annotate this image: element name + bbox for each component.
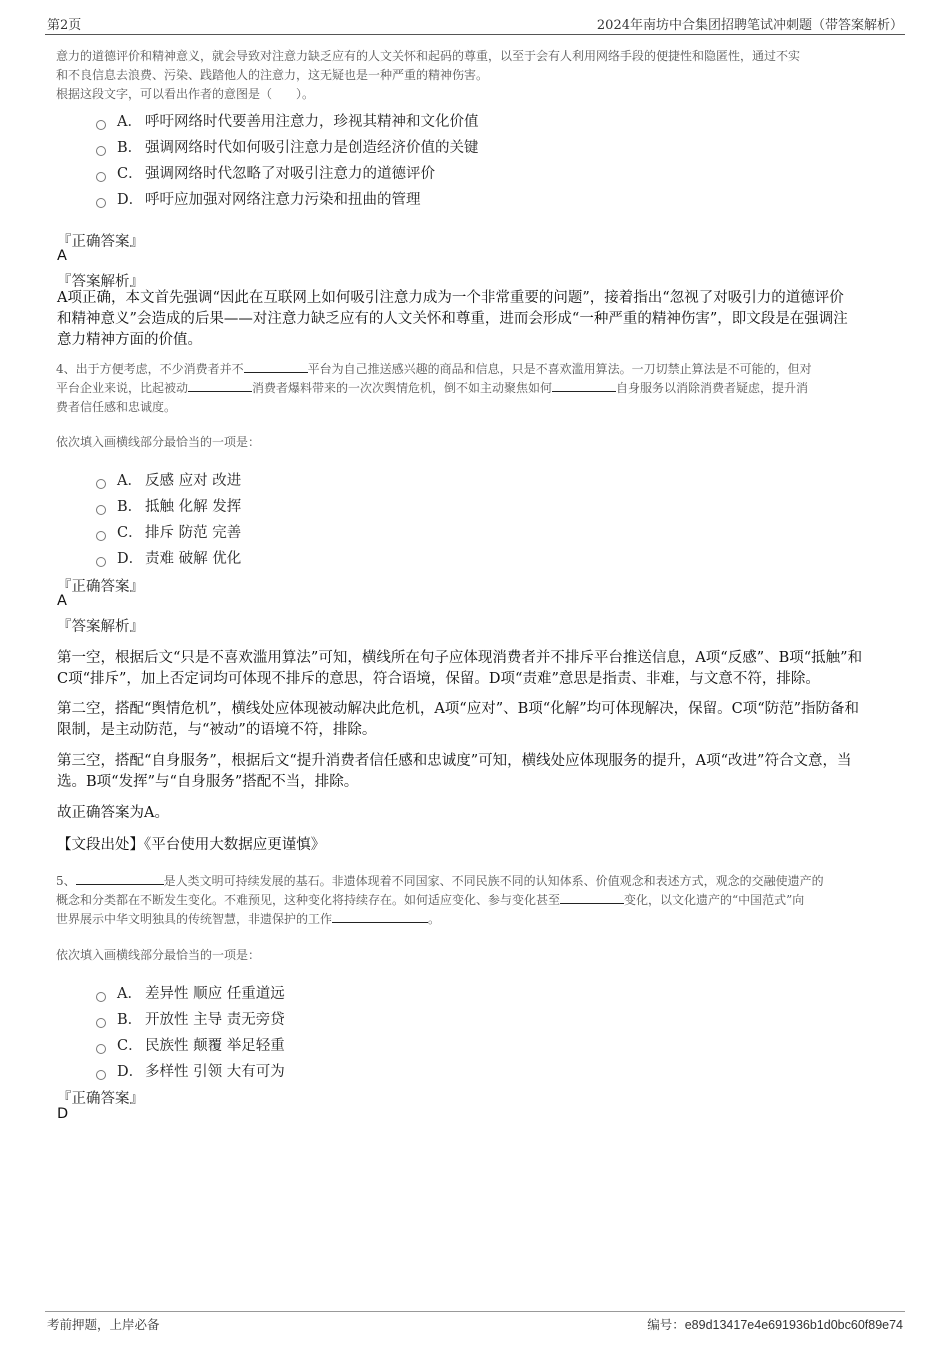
q4-conclusion: 故正确答案为A。 — [57, 805, 169, 821]
q4-prompt: 依次填入画横线部分最恰当的一项是： — [56, 435, 261, 449]
option-text: 强调网络时代忽略了对吸引注意力的道德评价 — [145, 166, 435, 182]
q4-analysis-label: 『答案解析』 — [57, 619, 144, 635]
q5-option-b[interactable]: B． 开放性 主导 责无旁贷 — [96, 1008, 285, 1028]
radio-icon[interactable] — [96, 172, 106, 182]
q4-option-d[interactable]: D． 责难 破解 优化 — [96, 547, 241, 567]
q3-option-b[interactable]: B． 强调网络时代如何吸引注意力是创造经济价值的关键 — [96, 136, 479, 156]
q4-option-b[interactable]: B． 抵触 化解 发挥 — [96, 495, 241, 515]
q5-option-a[interactable]: A． 差异性 顺应 任重道远 — [96, 982, 285, 1002]
radio-icon[interactable] — [96, 531, 106, 541]
q5-prompt: 依次填入画横线部分最恰当的一项是： — [56, 948, 261, 962]
page-footer — [45, 1311, 905, 1336]
q3-answer: A — [57, 248, 67, 264]
footer-code: 编号：e89d13417e4e691936b1d0bc60f89e74 — [647, 1317, 903, 1332]
option-text: 开放性 主导 责无旁贷 — [145, 1012, 285, 1028]
blank-line — [552, 379, 616, 392]
option-text: 抵触 化解 发挥 — [145, 499, 242, 515]
q3-option-d[interactable]: D． 呼吁应加强对网络注意力污染和扭曲的管理 — [96, 188, 421, 208]
q4-analysis-para-2: 第二空，搭配“舆情危机”，横线处应体现被动解决此危机，A项“应对”、B项“化解”均可体现解决，保留。C项“防范”指防备和 限制，是主动防范，与“被动”的语境不符，排除。 — [57, 701, 860, 738]
q4-stem: 4、出于方便考虑，不少消费者并不 平台为自己推送感兴趣的商品和信息，只是不喜欢滥用算法。一刀切禁止算法是不可能的，但对 平台企业来说，比起被动 消费者爆料带来的一次次舆情危机，倒不如主动聚焦如何 自身服务以消除消费者疑虑，提升消 费者信任感和忠诚度。 — [56, 362, 812, 414]
blank-line — [560, 891, 624, 904]
page-header — [45, 14, 905, 35]
q3-option-a[interactable]: A． 呼吁网络时代要善用注意力，珍视其精神和文化价值 — [96, 110, 479, 130]
q5-option-c[interactable]: C． 民族性 颠覆 举足轻重 — [96, 1034, 285, 1054]
q3-passage-line: 和不良信息去浪费、污染、践踏他人的注意力，这无疑也是一种严重的精神伤害。 — [56, 68, 489, 82]
radio-icon[interactable] — [96, 1018, 106, 1028]
q3-analysis: A项正确，本文首先强调“因此在互联网上如何吸引注意力成为一个非常重要的问题”，接着指出“忽视了对吸引力的道德评价 和精神意义”会造成的后果——对注意力缺乏应有的人文关怀和尊重，进而会形成“一种严重的精神伤害”，即文段是在强调注 意力精神方面的价值。 — [57, 290, 848, 348]
radio-icon[interactable] — [96, 120, 106, 130]
q3-prompt: 根据这段文字，可以看出作者的意图是（ ）。 — [56, 87, 315, 101]
q5-option-d[interactable]: D． 多样性 引领 大有可为 — [96, 1060, 285, 1080]
document-title: 2024年南坊中合集团招聘笔试冲刺题（带答案解析） — [596, 18, 903, 33]
radio-icon[interactable] — [96, 146, 106, 156]
footer-slogan: 考前押题，上岸必备 — [47, 1317, 160, 1332]
page-number: 第2页 — [47, 18, 82, 33]
blank-line — [76, 872, 164, 885]
option-text: 民族性 颠覆 举足轻重 — [145, 1038, 285, 1054]
q3-option-c[interactable]: C． 强调网络时代忽略了对吸引注意力的道德评价 — [96, 162, 435, 182]
option-text: 差异性 顺应 任重道远 — [145, 986, 285, 1002]
q4-answer: A — [57, 593, 67, 609]
q4-analysis-para-1: 第一空，根据后文“只是不喜欢滥用算法”可知，横线所在句子应体现消费者并不排斥平台推送信息，A项“反感”、B项“抵触”和 C项“排斥”，加上否定词均可体现不排斥的意思，符合语境，保留。D项“责难”意思是指责、非难，与文意不符，排除。 — [57, 650, 863, 687]
radio-icon[interactable] — [96, 992, 106, 1002]
blank-line — [244, 360, 308, 373]
q5-stem: 5、 是人类文明可持续发展的基石。非遗体现着不同国家、不同民族不同的认知体系、价值观念和表述方式，观念的交融使遗产的 概念和分类都在不断发生变化。不难预见，这种变化将持续存在。如何适应变化、参与变化甚至 变化，以文化遗产的“中国范式”向 世界展示中华文明独具的传统智慧，非遗保护的工作 。 — [56, 874, 824, 926]
radio-icon[interactable] — [96, 1070, 106, 1080]
option-text: 呼吁应加强对网络注意力污染和扭曲的管理 — [145, 192, 421, 208]
q5-answer: D — [57, 1106, 69, 1122]
q4-answer-label: 『正确答案』 — [57, 579, 144, 595]
q4-option-c[interactable]: C． 排斥 防范 完善 — [96, 521, 241, 541]
q4-option-a[interactable]: A． 反感 应对 改进 — [96, 469, 241, 489]
option-text: 呼吁网络时代要善用注意力，珍视其精神和文化价值 — [145, 114, 479, 130]
q3-analysis-label: 『答案解析』 — [57, 274, 144, 290]
radio-icon[interactable] — [96, 479, 106, 489]
option-text: 排斥 防范 完善 — [145, 525, 242, 541]
q5-answer-label: 『正确答案』 — [57, 1091, 144, 1107]
option-text: 反感 应对 改进 — [145, 473, 242, 489]
radio-icon[interactable] — [96, 1044, 106, 1054]
q4-analysis-para-3: 第三空，搭配“自身服务”，根据后文“提升消费者信任感和忠诚度”可知，横线处应体现服务的提升，A项“改进”符合文意，当 选。B项“发挥”与“自身服务”搭配不当，排除。 — [57, 753, 852, 790]
option-text: 多样性 引领 大有可为 — [145, 1064, 285, 1080]
q3-answer-label: 『正确答案』 — [57, 234, 144, 250]
blank-line — [188, 379, 252, 392]
radio-icon[interactable] — [96, 505, 106, 515]
q4-source: 【文段出处】《平台使用大数据应更谨慎》 — [57, 837, 326, 853]
option-text: 责难 破解 优化 — [145, 551, 242, 567]
radio-icon[interactable] — [96, 198, 106, 208]
q3-passage-line: 意力的道德评价和精神意义，就会导致对注意力缺乏应有的人文关怀和起码的尊重，以至于会有人利用网络手段的便捷性和隐匿性，通过不实 — [56, 49, 801, 63]
q3-passage — [56, 47, 906, 104]
radio-icon[interactable] — [96, 557, 106, 567]
option-text: 强调网络时代如何吸引注意力是创造经济价值的关键 — [145, 140, 479, 156]
blank-line — [332, 910, 428, 923]
